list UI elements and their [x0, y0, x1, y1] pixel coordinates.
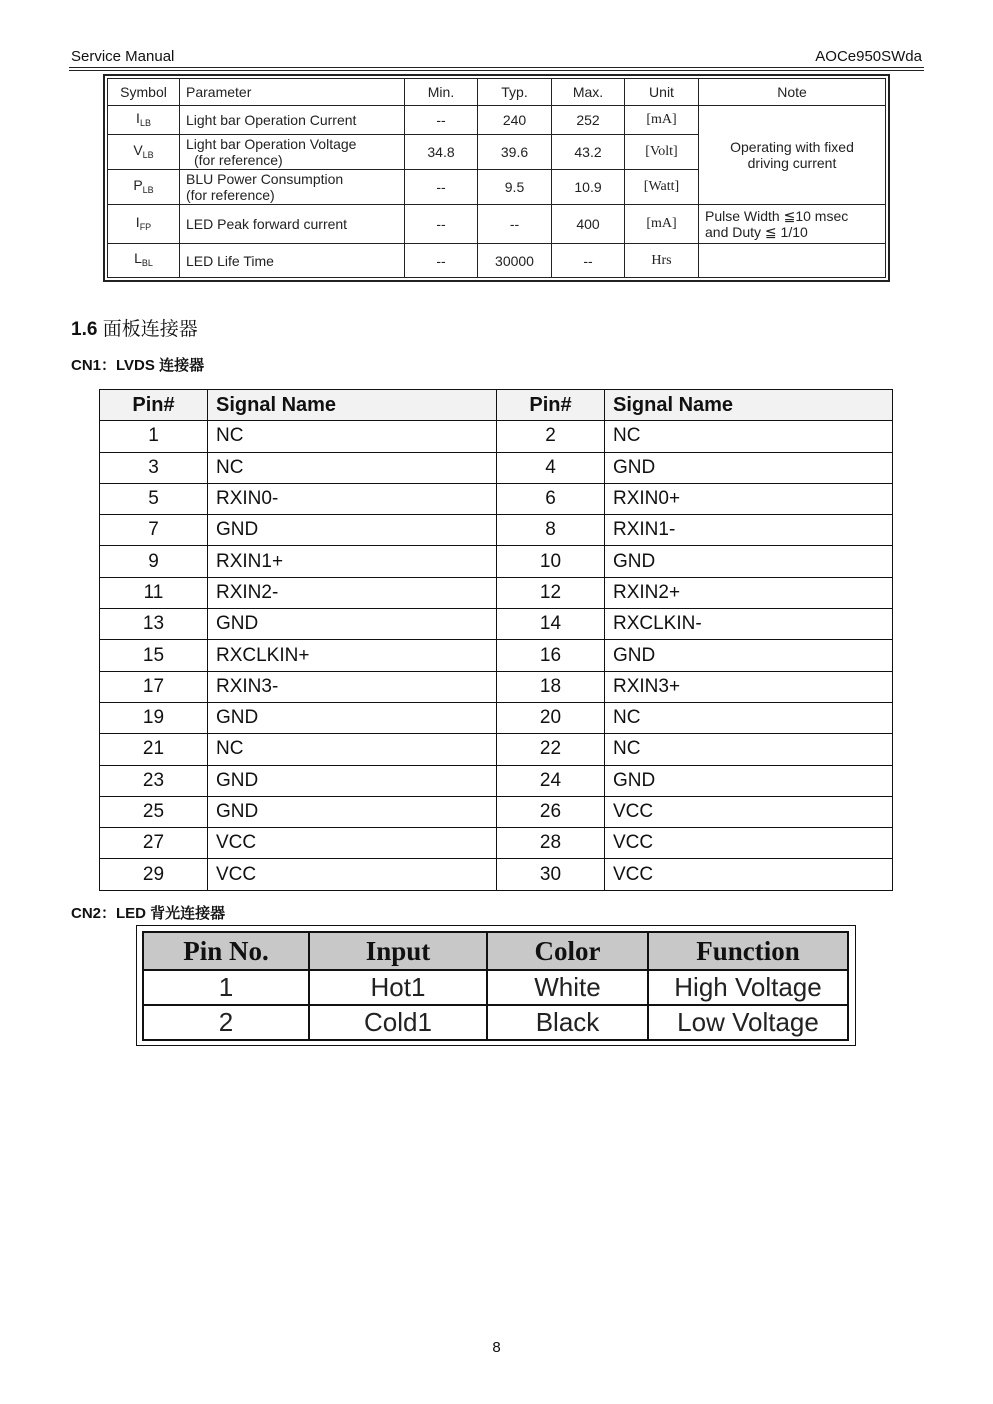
- pin-row: [100, 702, 893, 733]
- signal-name: VCC: [605, 796, 893, 827]
- spec-note-empty: [699, 244, 886, 278]
- pin-number: 28: [497, 828, 605, 859]
- spec-symbol: $I_{LB}$: [108, 106, 180, 135]
- spec-note-merged: [699, 106, 886, 205]
- spec-header-cell: Typ.: [478, 79, 552, 106]
- led-cell: Black: [487, 1005, 648, 1040]
- note-line: Operating with fixed: [730, 139, 854, 155]
- cn1-title: CN1：LVDS 连接器: [71, 357, 205, 374]
- spec-parameter: LED Peak forward current: [180, 205, 405, 244]
- signal-name: GND: [605, 765, 893, 796]
- pin-number: 27: [100, 828, 208, 859]
- pin-row: [100, 734, 893, 765]
- pin-number: 30: [497, 859, 605, 890]
- led-row: [143, 970, 848, 1005]
- spec-symbol: $V_{LB}$: [108, 135, 180, 170]
- pin-number: 8: [497, 515, 605, 546]
- spec-symbol: $P_{LB}$: [108, 170, 180, 205]
- param-line: (for reference): [186, 187, 275, 203]
- signal-name: VCC: [605, 828, 893, 859]
- pin-number: 25: [100, 796, 208, 827]
- pin-number: 2: [497, 421, 605, 452]
- note-line: and Duty ≦ 1/10: [705, 224, 808, 240]
- spec-parameter: Light bar Operation Current: [180, 106, 405, 135]
- pin-row: [100, 483, 893, 514]
- section-heading: [71, 314, 198, 341]
- spec-unit: [mA]: [625, 106, 699, 135]
- pin-number: 23: [100, 765, 208, 796]
- pin-number: 29: [100, 859, 208, 890]
- spec-min: --: [405, 244, 478, 278]
- spec-max: 400: [552, 205, 625, 244]
- signal-name: RXCLKIN+: [208, 640, 497, 671]
- header-rule: [69, 67, 924, 68]
- signal-name: RXIN2+: [605, 577, 893, 608]
- param-line: BLU Power Consumption: [186, 171, 344, 187]
- led-header-cell: Color: [487, 932, 648, 970]
- led-cell: 2: [143, 1005, 309, 1040]
- spec-max: 43.2: [552, 135, 625, 170]
- signal-name: RXIN0-: [208, 483, 497, 514]
- pin-number: 19: [100, 702, 208, 733]
- led-cell: White: [487, 970, 648, 1005]
- spec-header-row: [108, 79, 886, 106]
- page-number: 8: [492, 1339, 501, 1356]
- spec-min: 34.8: [405, 135, 478, 170]
- spec-header-cell: Note: [699, 79, 886, 106]
- signal-name: RXIN2-: [208, 577, 497, 608]
- pin-number: 16: [497, 640, 605, 671]
- pin-number: 20: [497, 702, 605, 733]
- pin-number: 26: [497, 796, 605, 827]
- led-cell: Low Voltage: [648, 1005, 848, 1040]
- signal-name: RXIN3+: [605, 671, 893, 702]
- led-header-cell: Input: [309, 932, 487, 970]
- pin-col-header: Pin#: [497, 390, 605, 421]
- note-line: driving current: [747, 155, 837, 171]
- spec-min: --: [405, 170, 478, 205]
- lvds-pin-table: [99, 389, 893, 891]
- header-model: AOCe950SWda: [815, 48, 922, 65]
- pin-number: 11: [100, 577, 208, 608]
- pin-number: 1: [100, 421, 208, 452]
- spec-parameter: [180, 170, 405, 205]
- signal-name: VCC: [208, 859, 497, 890]
- led-row: [143, 1005, 848, 1040]
- signal-name: RXIN1+: [208, 546, 497, 577]
- led-header-cell: Pin No.: [143, 932, 309, 970]
- signal-col-header: Signal Name: [605, 390, 893, 421]
- param-line: Light bar Operation Voltage: [186, 136, 357, 152]
- pin-row: [100, 546, 893, 577]
- spec-typ: 39.6: [478, 135, 552, 170]
- pin-row: [100, 796, 893, 827]
- signal-name: NC: [208, 452, 497, 483]
- signal-name: GND: [605, 640, 893, 671]
- header-rule-2: [69, 70, 924, 71]
- pin-row: [100, 765, 893, 796]
- pin-row: [100, 577, 893, 608]
- spec-typ: 9.5: [478, 170, 552, 205]
- pin-row: [100, 452, 893, 483]
- led-cell: 1: [143, 970, 309, 1005]
- pin-number: 14: [497, 609, 605, 640]
- pin-number: 21: [100, 734, 208, 765]
- spec-symbol: $I_{FP}$: [108, 205, 180, 244]
- signal-name: VCC: [605, 859, 893, 890]
- spec-symbol: $L_{BL}$: [108, 244, 180, 278]
- pin-header-row: [100, 390, 893, 421]
- pin-row: [100, 859, 893, 890]
- signal-name: GND: [208, 515, 497, 546]
- pin-row: [100, 515, 893, 546]
- pin-number: 3: [100, 452, 208, 483]
- pin-row: [100, 609, 893, 640]
- signal-name: NC: [208, 421, 497, 452]
- spec-parameter: [180, 135, 405, 170]
- pin-number: 9: [100, 546, 208, 577]
- pin-number: 10: [497, 546, 605, 577]
- header-doc-title: Service Manual: [71, 48, 175, 65]
- spec-max: --: [552, 244, 625, 278]
- signal-name: RXIN3-: [208, 671, 497, 702]
- pin-number: 6: [497, 483, 605, 514]
- spec-unit: [Volt]: [625, 135, 699, 170]
- spec-typ: 240: [478, 106, 552, 135]
- signal-name: VCC: [208, 828, 497, 859]
- led-cell: Cold1: [309, 1005, 487, 1040]
- spec-row: [108, 244, 886, 278]
- spec-row: [108, 205, 886, 244]
- signal-name: NC: [605, 702, 893, 733]
- signal-name: GND: [605, 452, 893, 483]
- led-header-row: [143, 932, 848, 970]
- pin-number: 24: [497, 765, 605, 796]
- spec-header-cell: Parameter: [180, 79, 405, 106]
- param-line: (for reference): [194, 152, 283, 168]
- signal-name: RXCLKIN-: [605, 609, 893, 640]
- section-number: 1.6: [71, 319, 98, 340]
- led-backlight-table: [142, 931, 849, 1041]
- signal-name: GND: [208, 702, 497, 733]
- signal-name: NC: [208, 734, 497, 765]
- signal-name: GND: [208, 765, 497, 796]
- signal-name: NC: [605, 421, 893, 452]
- signal-col-header: Signal Name: [208, 390, 497, 421]
- spec-unit: [mA]: [625, 205, 699, 244]
- pin-row: [100, 671, 893, 702]
- signal-name: GND: [208, 609, 497, 640]
- signal-name: RXIN0+: [605, 483, 893, 514]
- led-header-cell: Function: [648, 932, 848, 970]
- spec-typ: --: [478, 205, 552, 244]
- spec-max: 252: [552, 106, 625, 135]
- spec-typ: 30000: [478, 244, 552, 278]
- signal-name: RXIN1-: [605, 515, 893, 546]
- signal-name: NC: [605, 734, 893, 765]
- pin-number: 4: [497, 452, 605, 483]
- pin-number: 13: [100, 609, 208, 640]
- spec-header-cell: Symbol: [108, 79, 180, 106]
- led-table-frame: [136, 925, 856, 1046]
- pin-number: 12: [497, 577, 605, 608]
- section-title: 面板连接器: [102, 319, 198, 340]
- pin-number: 15: [100, 640, 208, 671]
- pin-row: [100, 640, 893, 671]
- spec-note-ifp: [699, 205, 886, 244]
- spec-unit: Hrs: [625, 244, 699, 278]
- light-bar-spec-table: [103, 74, 890, 282]
- spec-header-cell: Min.: [405, 79, 478, 106]
- pin-number: 5: [100, 483, 208, 514]
- signal-name: GND: [605, 546, 893, 577]
- pin-number: 22: [497, 734, 605, 765]
- spec-max: 10.9: [552, 170, 625, 205]
- pin-col-header: Pin#: [100, 390, 208, 421]
- pin-row: [100, 828, 893, 859]
- spec-header-cell: Max.: [552, 79, 625, 106]
- pin-number: 7: [100, 515, 208, 546]
- cn2-title: CN2：LED 背光连接器: [71, 905, 226, 922]
- spec-min: --: [405, 205, 478, 244]
- led-cell: Hot1: [309, 970, 487, 1005]
- pin-number: 18: [497, 671, 605, 702]
- pin-row: [100, 421, 893, 452]
- spec-unit: [Watt]: [625, 170, 699, 205]
- spec-parameter: LED Life Time: [180, 244, 405, 278]
- spec-header-cell: Unit: [625, 79, 699, 106]
- note-line: Pulse Width ≦10 msec: [705, 208, 849, 224]
- pin-number: 17: [100, 671, 208, 702]
- spec-row: [108, 106, 886, 135]
- signal-name: GND: [208, 796, 497, 827]
- spec-min: --: [405, 106, 478, 135]
- led-cell: High Voltage: [648, 970, 848, 1005]
